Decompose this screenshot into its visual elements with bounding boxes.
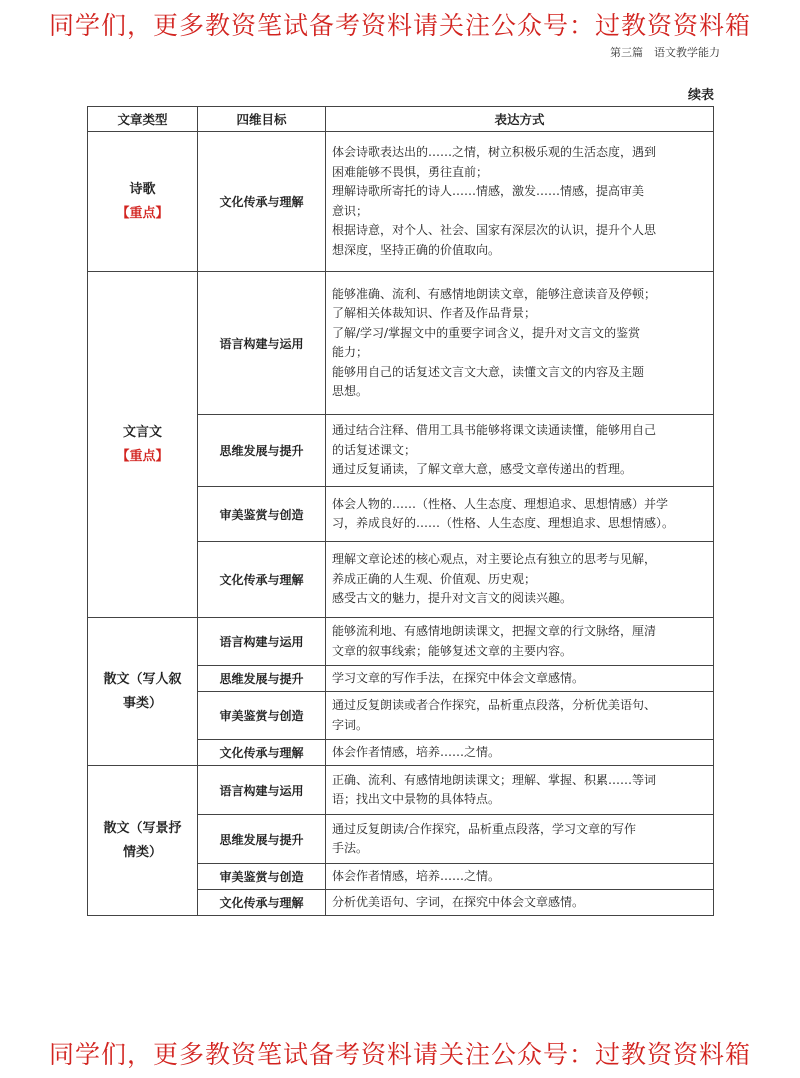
expression-cell (326, 272, 714, 415)
promo-banner-top: 同学们，更多教资笔试备考资料请关注公众号：过教资资料箱 (48, 11, 751, 40)
expression-cell (326, 618, 714, 666)
type-label: 诗歌 (129, 181, 156, 197)
goal-cell: 语言构建与运用 (198, 766, 326, 815)
text-line: 根据诗意，对个人、社会、国家有深层次的认识，提升个人思 (332, 223, 657, 237)
text-line: 正确、流利、有感情地朗读课文；理解、掌握、积累……等词 (332, 772, 657, 787)
text-line: 思想。 (332, 384, 369, 398)
key-badge: 【重点】 (116, 205, 169, 221)
goal-cell: 思维发展与提升 (198, 666, 326, 692)
text-line: 通过结合注释、借用工具书能够将课文读通读懂，能够用自己 (332, 423, 657, 438)
table-header-row (88, 107, 714, 132)
text-line: 体会人物的……（性格、人生态度、理想追求、思想情感）并学 (332, 496, 669, 511)
text-line: 通过反复诵读，了解文章大意，感受文章传递出的哲理。 (332, 462, 633, 477)
type-cell-classical (88, 272, 198, 618)
type-label: 文言文 (122, 424, 162, 440)
text-line: 学习文章的写作手法，在探究中体会文章感情。 (332, 670, 585, 685)
expression-cell (326, 666, 714, 692)
expression-cell (326, 692, 714, 740)
goal-cell: 文化传承与理解 (198, 132, 326, 272)
header-article-type: 文章类型 (88, 107, 198, 132)
type-cell-poetry (88, 132, 198, 272)
text-line: 体会诗歌表达出的……之情，树立积极乐观的生活态度，遇到 (332, 145, 657, 159)
expression-cell (326, 415, 714, 487)
expression-cell (326, 815, 714, 864)
type-label: 情类） (122, 844, 162, 860)
goal-cell: 文化传承与理解 (198, 542, 326, 618)
text-line: 理解诗歌所寄托的诗人……情感，激发……情感，提高审美 (332, 184, 645, 198)
text-line: 感受古文的魅力，提升对文言文的阅读兴趣。 (332, 591, 573, 606)
expression-cell (326, 542, 714, 618)
text-line: 困难能够不畏惧，勇往直前； (332, 164, 489, 179)
goal-cell: 文化传承与理解 (198, 890, 326, 916)
table-row (88, 132, 714, 272)
table-row (88, 766, 714, 815)
goal-cell: 语言构建与运用 (198, 618, 326, 666)
table-row (88, 272, 714, 415)
expression-cell (326, 890, 714, 916)
type-label: 散文（写人叙 (103, 671, 182, 687)
text-line: 能够流利地、有感情地朗读课文，把握文章的行文脉络，厘清 (332, 624, 657, 638)
goal-cell: 文化传承与理解 (198, 740, 326, 766)
type-label: 事类） (122, 695, 162, 711)
goal-cell: 思维发展与提升 (198, 815, 326, 864)
expression-cell (326, 864, 714, 890)
text-line: 体会作者情感，培养……之情。 (332, 868, 501, 883)
expression-cell (326, 487, 714, 542)
objectives-table (87, 106, 714, 916)
text-line: 体会作者情感，培养……之情。 (332, 744, 501, 759)
type-cell-lyrical-prose (88, 766, 198, 916)
text-line: 了解/学习/掌握文中的重要字词含义，提升对文言文的鉴赏 (332, 325, 641, 340)
text-line: 习，养成良好的……（性格、人生态度、理想追求、思想情感）。 (332, 516, 675, 530)
goal-cell: 审美鉴赏与创造 (198, 864, 326, 890)
text-line: 想深度，坚持正确的价值取向。 (332, 242, 501, 257)
text-line: 通过反复朗读/合作探究，品析重点段落，学习文章的写作 (332, 821, 637, 836)
chapter-header: 第三篇 语文教学能力 (610, 46, 720, 59)
text-line: 能够准确、流利、有感情地朗读文章，能够注意读音及停顿； (332, 286, 657, 301)
text-line: 通过反复朗读或者合作探究，品析重点段落，分析优美语句、 (332, 698, 657, 712)
goal-cell: 审美鉴赏与创造 (198, 487, 326, 542)
expression-cell (326, 740, 714, 766)
text-line: 能够用自己的话复述文言文大意，读懂文言文的内容及主题 (332, 364, 645, 379)
header-four-goals: 四维目标 (198, 107, 326, 132)
text-line: 手法。 (332, 841, 369, 855)
text-line: 语；找出文中景物的具体特点。 (332, 792, 501, 806)
text-line: 的话复述课文； (332, 442, 417, 457)
text-line: 文章的叙事线索；能够复述文章的主要内容。 (332, 643, 573, 658)
header-expression: 表达方式 (326, 107, 714, 132)
type-label: 散文（写景抒 (103, 820, 182, 836)
goal-cell: 思维发展与提升 (198, 415, 326, 487)
continued-label: 续表 (687, 88, 714, 103)
goal-cell: 审美鉴赏与创造 (198, 692, 326, 740)
text-line: 养成正确的人生观、价值观、历史观； (332, 571, 537, 586)
text-line: 意识； (332, 203, 369, 218)
text-line: 字词。 (332, 717, 369, 732)
expression-cell (326, 132, 714, 272)
table-row (88, 618, 714, 666)
promo-banner-bottom: 同学们，更多教资笔试备考资料请关注公众号：过教资资料箱 (48, 1040, 751, 1069)
type-cell-narrative-prose (88, 618, 198, 766)
text-line: 理解文章论述的核心观点，对主要论点有独立的思考与见解， (332, 552, 657, 567)
goal-cell: 语言构建与运用 (198, 272, 326, 415)
key-badge: 【重点】 (116, 448, 169, 464)
text-line: 了解相关体裁知识、作者及作品背景； (332, 306, 537, 320)
text-line: 能力； (332, 345, 369, 359)
expression-cell (326, 766, 714, 815)
text-line: 分析优美语句、字词，在探究中体会文章感情。 (332, 894, 585, 909)
